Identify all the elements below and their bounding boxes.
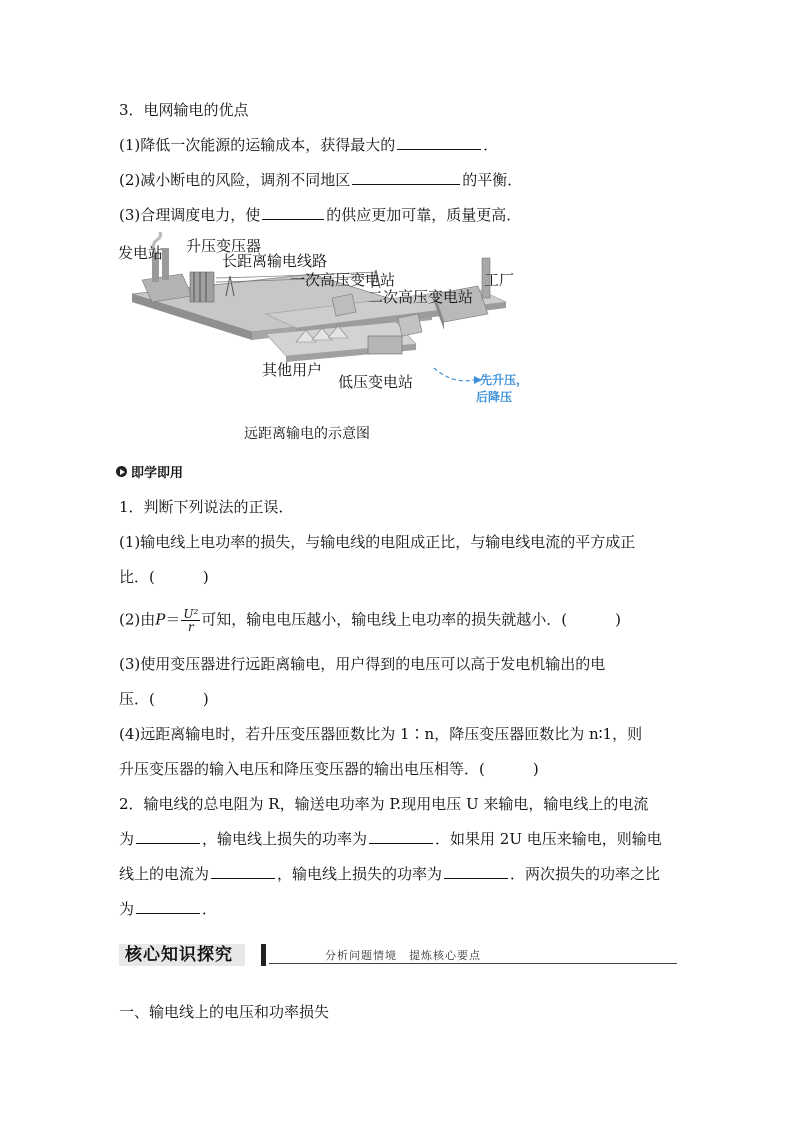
formula-eq: ＝ (165, 610, 181, 629)
fill-blank[interactable] (211, 864, 275, 879)
q1-2-prefix: (2)由 (119, 610, 156, 629)
label-long-distance-line: 长距离输电线路 (222, 252, 328, 270)
q2-text: ．如果用 2U 电压来输电，则输电 (435, 830, 662, 848)
q2-line1: 2．输电线的总电阻为 R，输送电功率为 P.现用电压 U 来输电，输电线上的电流 (119, 795, 649, 813)
label-power-station: 发电站 (118, 244, 164, 262)
label-factory: 工厂 (484, 271, 515, 289)
item3-text: (3)合理调度电力，使 (119, 206, 261, 224)
figure-caption: 远距离输电的示意图 (244, 426, 370, 442)
q1-4-text: 升压变压器的输入电压和降压变压器的输出电压相等．( (119, 760, 485, 778)
fill-blank[interactable] (352, 170, 460, 185)
section3-item2 (119, 170, 522, 190)
section3-item1 (119, 135, 498, 155)
note-step-down: 后降压 (476, 390, 513, 404)
item1-end: ． (483, 136, 499, 154)
q1-2-line (119, 608, 621, 633)
practice-heading-text: 即学即用 (131, 466, 184, 481)
q1-1-line2 (119, 567, 209, 587)
banner-rule (269, 963, 677, 964)
fill-blank[interactable] (444, 864, 508, 879)
label-step-up-transformer: 升压变压器 (186, 237, 262, 255)
fill-blank[interactable] (369, 829, 433, 844)
q1-4-line1: (4)远距离输电时，若升压变压器匝数比为 1∶n，降压变压器匝数比为 n∶1，则 (119, 725, 643, 743)
formula-fraction (181, 608, 200, 633)
close-paren: ) (202, 568, 209, 586)
note-step-up: 先升压， (480, 373, 529, 387)
section-one-heading: 一、输电线上的电压和功率损失 (119, 1003, 330, 1021)
formula-p: P (155, 610, 166, 629)
item2-text: (2)减小断电的风险，调剂不同地区 (119, 171, 351, 189)
fill-blank[interactable] (397, 135, 481, 150)
close-paren: ) (615, 610, 622, 629)
item2-end: 的平衡． (462, 171, 523, 189)
label-primary-hv-station: 一次高压变电站 (290, 271, 396, 289)
q2-text: 线上的电流为 (119, 865, 210, 883)
play-circle-icon (116, 466, 127, 477)
label-low-voltage-station: 低压变电站 (338, 373, 414, 391)
q1-3-text: 压．( (119, 690, 155, 708)
q2-text: ． (202, 900, 218, 918)
section-banner (119, 944, 677, 966)
practice-heading (116, 462, 183, 481)
q2-line3 (119, 864, 660, 884)
fill-blank[interactable] (136, 899, 200, 914)
item3-end: 的供应更加可靠，质量更高． (326, 206, 522, 224)
banner-subtitle: 分析问题情境 提炼核心要点 (325, 949, 481, 962)
banner-divider (261, 944, 266, 966)
q1-3-line1: (3)使用变压器进行远距离输电，用户得到的电压可以高于发电机输出的电 (119, 655, 606, 673)
q1-4-line2 (119, 759, 539, 779)
item1-text: (1)降低一次能源的运输成本，获得最大的 (119, 136, 396, 154)
q2-text: ．两次损失的功率之比 (510, 865, 661, 883)
q2-text: 为 (119, 830, 135, 848)
formula-numerator: U² (183, 607, 199, 621)
q1-heading: 1．判断下列说法的正误． (119, 498, 294, 516)
dashed-arrow-icon (434, 368, 474, 381)
power-transmission-figure (116, 232, 536, 412)
q2-line2 (119, 829, 662, 849)
q2-line4 (119, 899, 217, 919)
q1-1-text: 比．( (119, 568, 155, 586)
section3-item3 (119, 205, 521, 225)
label-secondary-hv-station: 二次高压变电站 (368, 288, 474, 306)
fill-blank[interactable] (136, 829, 200, 844)
q2-text: ，输电线上损失的功率为 (202, 830, 368, 848)
q1-1-line1: (1)输电线上电功率的损失，与输电线的电阻成正比，与输电线电流的平方成正 (119, 533, 636, 551)
formula-denominator: r (187, 620, 194, 634)
q1-3-line2 (119, 689, 209, 709)
close-paren: ) (532, 760, 539, 778)
fill-blank[interactable] (262, 205, 324, 220)
q2-text: ，输电线上损失的功率为 (277, 865, 443, 883)
label-other-users: 其他用户 (262, 361, 323, 379)
section3-heading: 3．电网输电的优点 (119, 101, 249, 119)
q2-text: 为 (119, 900, 135, 918)
close-paren: ) (202, 690, 209, 708)
banner-title: 核心知识探究 (119, 944, 245, 966)
q1-2-text: 可知，输电电压越小，输电线上电功率的损失就越小．( (201, 610, 568, 629)
